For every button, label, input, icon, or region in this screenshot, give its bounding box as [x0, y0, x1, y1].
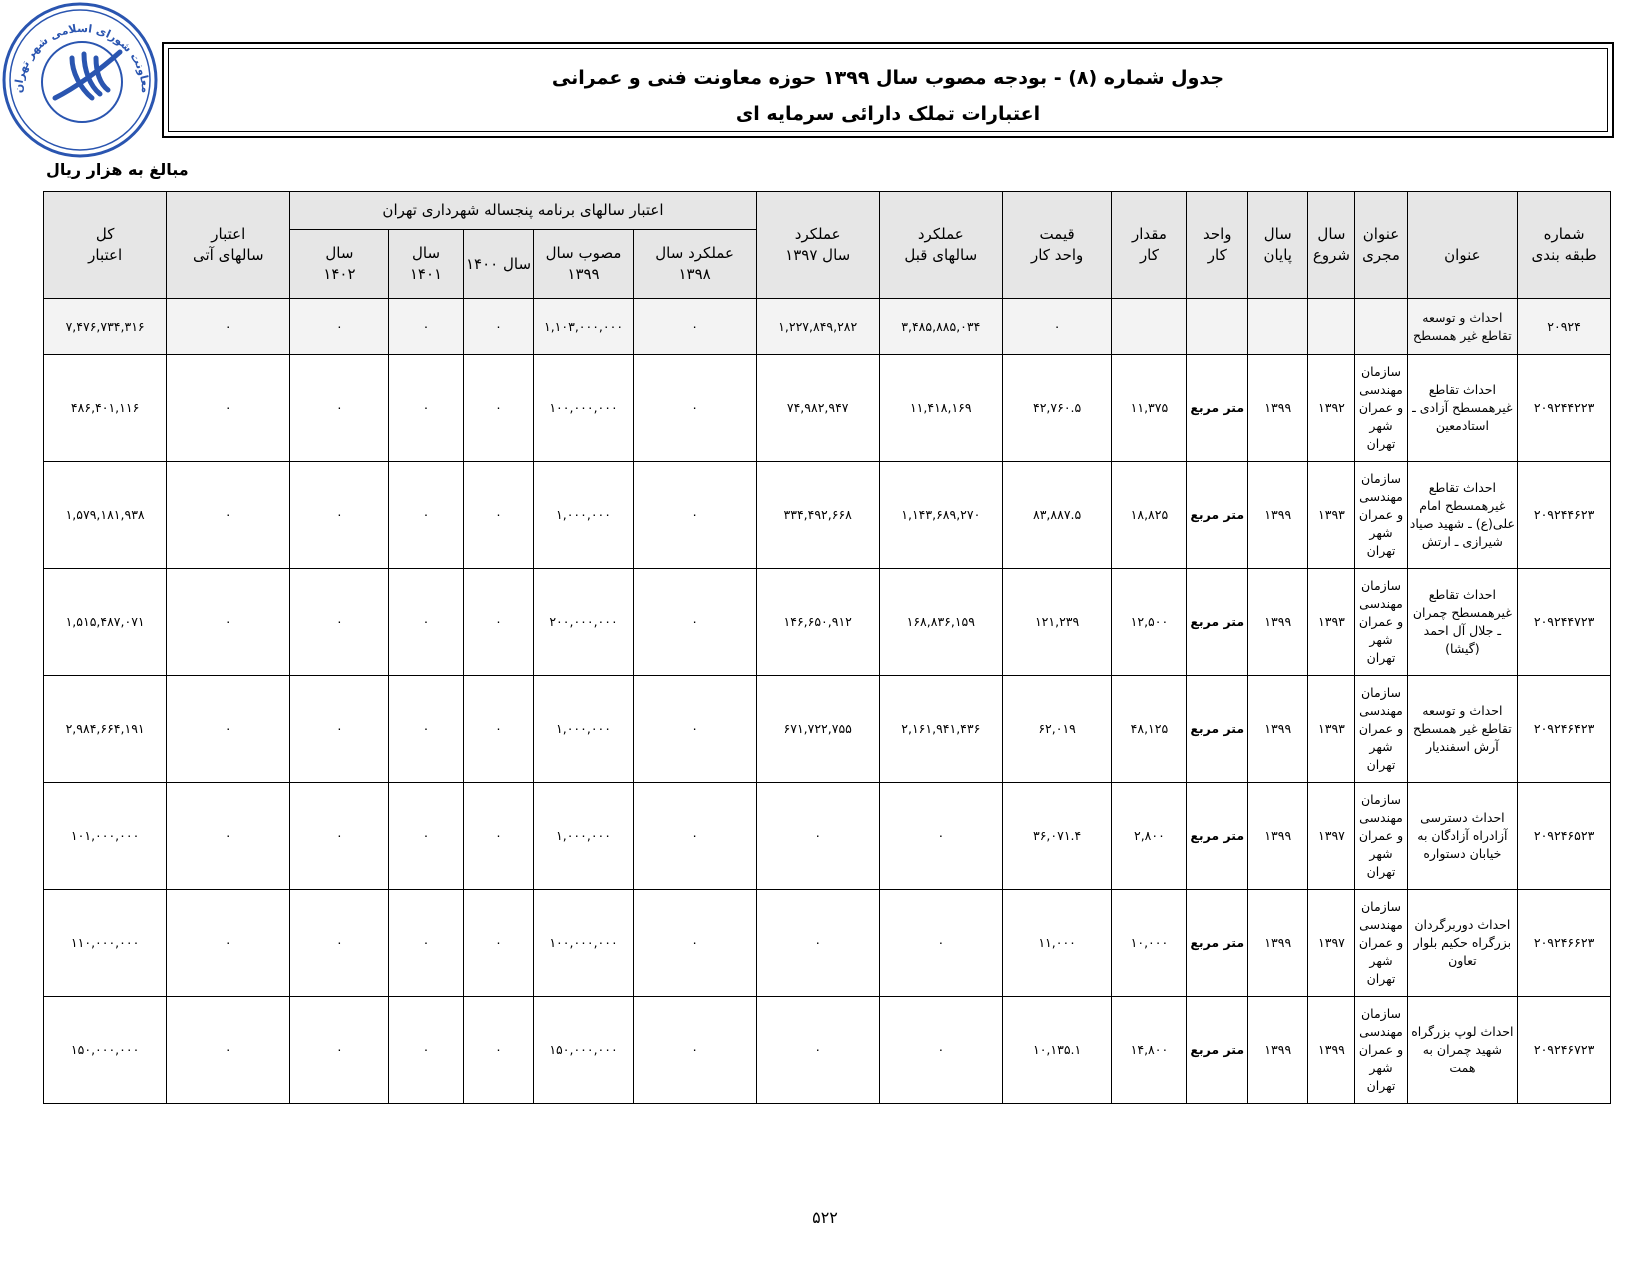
cell-1399: ۱,۰۰۰,۰۰۰ — [534, 783, 633, 890]
cell-end-year: ۱۳۹۹ — [1247, 355, 1308, 462]
cell-1401: ۰ — [389, 569, 463, 676]
cell-quantity: ۱۲,۵۰۰ — [1112, 569, 1187, 676]
cell-1397: ۷۴,۹۸۲,۹۴۷ — [756, 355, 879, 462]
cell-1397: ۱,۲۲۷,۸۴۹,۲۸۲ — [756, 299, 879, 355]
header-quantity: مقدار کار — [1112, 192, 1187, 299]
header-1400: سال ۱۴۰۰ — [463, 230, 534, 299]
cell-unit-price: ۸۳,۸۸۷.۵ — [1002, 462, 1112, 569]
table-row — [44, 997, 1611, 1104]
cell-title: احداث و توسعه تقاطع غیر همسطح آرش اسفندیار — [1407, 676, 1518, 783]
cell-future-years: ۰ — [167, 783, 290, 890]
cell-quantity: ۱۸,۸۲۵ — [1112, 462, 1187, 569]
cell-agency: سازمان مهندسی و عمران شهر تهران — [1355, 676, 1407, 783]
cell-1400: ۰ — [463, 462, 534, 569]
header-total: کل اعتبار — [44, 192, 167, 299]
header-agency: عنوان مجری — [1355, 192, 1407, 299]
cell-1399: ۱,۱۰۳,۰۰۰,۰۰۰ — [534, 299, 633, 355]
cell-1399: ۱۰۰,۰۰۰,۰۰۰ — [534, 890, 633, 997]
seal-emblem-icon — [55, 52, 120, 98]
cell-agency: سازمان مهندسی و عمران شهر تهران — [1355, 569, 1407, 676]
cell-future-years: ۰ — [167, 569, 290, 676]
cell-future-years: ۰ — [167, 890, 290, 997]
page-number: ۵۲۲ — [812, 1208, 838, 1227]
cell-1402: ۰ — [290, 997, 389, 1104]
header-unit-price: قیمت واحد کار — [1002, 192, 1112, 299]
cell-prev-years: ۱,۱۴۳,۶۸۹,۲۷۰ — [879, 462, 1002, 569]
cell-unit-price: ۰ — [1002, 299, 1112, 355]
cell-code: ۲۰۹۲۴۶۵۲۳ — [1518, 783, 1611, 890]
cell-title: احداث دسترسی آزادراه آزادگان به خیابان دستواره — [1407, 783, 1518, 890]
cell-agency: سازمان مهندسی و عمران شهر تهران — [1355, 462, 1407, 569]
cell-end-year: ۱۳۹۹ — [1247, 890, 1308, 997]
cell-prev-years: ۳,۴۸۵,۸۸۵,۰۳۴ — [879, 299, 1002, 355]
cell-total: ۱,۵۷۹,۱۸۱,۹۳۸ — [44, 462, 167, 569]
cell-unit-price: ۱۲۱,۲۳۹ — [1002, 569, 1112, 676]
cell-1402: ۰ — [290, 783, 389, 890]
cell-total: ۱,۵۱۵,۴۸۷,۰۷۱ — [44, 569, 167, 676]
cell-1397: ۰ — [756, 890, 879, 997]
cell-1401: ۰ — [389, 299, 463, 355]
cell-1401: ۰ — [389, 355, 463, 462]
cell-1398: ۰ — [633, 783, 756, 890]
page-title: جدول شماره (۸) - بودجه مصوب سال ۱۳۹۹ حوزه معاونت فنی و عمرانی — [551, 67, 1225, 89]
cell-code: ۲۰۹۲۴۴۲۲۳ — [1518, 355, 1611, 462]
cell-1398: ۰ — [633, 890, 756, 997]
cell-1398: ۰ — [633, 299, 756, 355]
cell-future-years: ۰ — [167, 462, 290, 569]
header-start-year: سال شروع — [1308, 192, 1355, 299]
header-1401: سال ۱۴۰۱ — [389, 230, 463, 299]
cell-end-year: ۱۳۹۹ — [1247, 997, 1308, 1104]
table-row — [44, 890, 1611, 997]
cell-prev-years: ۱۱,۴۱۸,۱۶۹ — [879, 355, 1002, 462]
header-prev-years: عملکرد سالهای قبل — [879, 192, 1002, 299]
cell-unit: متر مربع — [1187, 890, 1248, 997]
cell-agency — [1355, 299, 1407, 355]
cell-1398: ۰ — [633, 462, 756, 569]
table-row — [44, 569, 1611, 676]
title-banner — [162, 42, 1614, 138]
cell-title: احداث لوپ بزرگراه شهید چمران به همت — [1407, 997, 1518, 1104]
cell-1401: ۰ — [389, 997, 463, 1104]
header-1398: عملکرد سال ۱۳۹۸ — [633, 230, 756, 299]
cell-agency: سازمان مهندسی و عمران شهر تهران — [1355, 783, 1407, 890]
cell-1399: ۱۵۰,۰۰۰,۰۰۰ — [534, 997, 633, 1104]
cell-prev-years: ۰ — [879, 890, 1002, 997]
table-row — [44, 676, 1611, 783]
cell-1400: ۰ — [463, 676, 534, 783]
cell-title: احداث تقاطع غیرهمسطح آزادی ـ استادمعین — [1407, 355, 1518, 462]
header-1402: سال ۱۴۰۲ — [290, 230, 389, 299]
cell-1400: ۰ — [463, 783, 534, 890]
table-row — [44, 355, 1611, 462]
table-row — [44, 462, 1611, 569]
cell-1399: ۲۰۰,۰۰۰,۰۰۰ — [534, 569, 633, 676]
cell-1400: ۰ — [463, 569, 534, 676]
page-subtitle: اعتبارات تملک دارائی سرمایه ای — [735, 103, 1041, 125]
cell-1399: ۱۰۰,۰۰۰,۰۰۰ — [534, 355, 633, 462]
header-future-years: اعتبار سالهای آتی — [167, 192, 290, 299]
cell-future-years: ۰ — [167, 299, 290, 355]
cell-total: ۷,۴۷۶,۷۳۴,۳۱۶ — [44, 299, 167, 355]
cell-end-year: ۱۳۹۹ — [1247, 676, 1308, 783]
cell-1401: ۰ — [389, 676, 463, 783]
header-unit: واحد کار — [1187, 192, 1248, 299]
cell-total: ۱۱۰,۰۰۰,۰۰۰ — [44, 890, 167, 997]
cell-agency: سازمان مهندسی و عمران شهر تهران — [1355, 355, 1407, 462]
cell-unit-price: ۳۶,۰۷۱.۴ — [1002, 783, 1112, 890]
cell-end-year: ۱۳۹۹ — [1247, 462, 1308, 569]
cell-quantity: ۱۰,۰۰۰ — [1112, 890, 1187, 997]
cell-unit-price: ۴۲,۷۶۰.۵ — [1002, 355, 1112, 462]
cell-unit — [1187, 299, 1248, 355]
cell-title: احداث و توسعه تقاطع غیر همسطح — [1407, 299, 1518, 355]
svg-text:معاونت شورای اسلامی شهر تهران: معاونت شورای اسلامی شهر تهران — [11, 21, 153, 94]
cell-start-year: ۱۳۹۲ — [1308, 355, 1355, 462]
cell-future-years: ۰ — [167, 355, 290, 462]
table-row — [44, 299, 1611, 355]
cell-unit: متر مربع — [1187, 462, 1248, 569]
budget-table — [43, 191, 1611, 1104]
cell-1398: ۰ — [633, 355, 756, 462]
cell-unit-price: ۶۲,۰۱۹ — [1002, 676, 1112, 783]
cell-unit: متر مربع — [1187, 676, 1248, 783]
cell-start-year: ۱۳۹۳ — [1308, 569, 1355, 676]
cell-1398: ۰ — [633, 569, 756, 676]
cell-code: ۲۰۹۲۴ — [1518, 299, 1611, 355]
cell-1399: ۱,۰۰۰,۰۰۰ — [534, 462, 633, 569]
municipal-council-seal — [0, 0, 160, 160]
cell-quantity: ۲,۸۰۰ — [1112, 783, 1187, 890]
cell-1398: ۰ — [633, 997, 756, 1104]
cell-future-years: ۰ — [167, 997, 290, 1104]
cell-start-year: ۱۳۹۹ — [1308, 997, 1355, 1104]
header-code: شماره طبقه بندی — [1518, 192, 1611, 299]
cell-end-year: ۱۳۹۹ — [1247, 569, 1308, 676]
cell-end-year — [1247, 299, 1308, 355]
cell-prev-years: ۱۶۸,۸۳۶,۱۵۹ — [879, 569, 1002, 676]
cell-unit: متر مربع — [1187, 783, 1248, 890]
cell-1400: ۰ — [463, 355, 534, 462]
cell-title: احداث تقاطع غیرهمسطح چمران ـ جلال آل احمد (گیشا) — [1407, 569, 1518, 676]
cell-1399: ۱,۰۰۰,۰۰۰ — [534, 676, 633, 783]
cell-quantity: ۱۱,۳۷۵ — [1112, 355, 1187, 462]
cell-1400: ۰ — [463, 299, 534, 355]
cell-start-year: ۱۳۹۳ — [1308, 462, 1355, 569]
cell-unit-price: ۱۱,۰۰۰ — [1002, 890, 1112, 997]
header-title: عنوان — [1407, 192, 1518, 299]
cell-1402: ۰ — [290, 462, 389, 569]
cell-quantity — [1112, 299, 1187, 355]
cell-1397: ۰ — [756, 783, 879, 890]
cell-title: احداث تقاطع غیرهمسطح امام علی(ع) ـ شهید صیاد شیرازی ـ ارتش — [1407, 462, 1518, 569]
cell-1397: ۱۴۶,۶۵۰,۹۱۲ — [756, 569, 879, 676]
cell-start-year: ۱۳۹۳ — [1308, 676, 1355, 783]
cell-total: ۴۸۶,۴۰۱,۱۱۶ — [44, 355, 167, 462]
cell-quantity: ۴۸,۱۲۵ — [1112, 676, 1187, 783]
cell-future-years: ۰ — [167, 676, 290, 783]
cell-1402: ۰ — [290, 569, 389, 676]
cell-total: ۲,۹۸۴,۶۶۴,۱۹۱ — [44, 676, 167, 783]
cell-start-year: ۱۳۹۷ — [1308, 890, 1355, 997]
cell-1402: ۰ — [290, 355, 389, 462]
cell-1402: ۰ — [290, 890, 389, 997]
cell-code: ۲۰۹۲۴۶۴۲۳ — [1518, 676, 1611, 783]
cell-1397: ۳۳۴,۴۹۲,۶۶۸ — [756, 462, 879, 569]
cell-start-year: ۱۳۹۷ — [1308, 783, 1355, 890]
cell-end-year: ۱۳۹۹ — [1247, 783, 1308, 890]
cell-code: ۲۰۹۲۴۴۶۲۳ — [1518, 462, 1611, 569]
cell-unit: متر مربع — [1187, 569, 1248, 676]
cell-1397: ۶۷۱,۷۲۲,۷۵۵ — [756, 676, 879, 783]
cell-1397: ۰ — [756, 997, 879, 1104]
cell-agency: سازمان مهندسی و عمران شهر تهران — [1355, 890, 1407, 997]
cell-1400: ۰ — [463, 997, 534, 1104]
cell-prev-years: ۰ — [879, 783, 1002, 890]
header-end-year: سال پایان — [1247, 192, 1308, 299]
table-row — [44, 783, 1611, 890]
cell-start-year — [1308, 299, 1355, 355]
cell-unit: متر مربع — [1187, 997, 1248, 1104]
header-1399: مصوب سال ۱۳۹۹ — [534, 230, 633, 299]
cell-1401: ۰ — [389, 462, 463, 569]
cell-1398: ۰ — [633, 676, 756, 783]
cell-unit-price: ۱۰,۱۳۵.۱ — [1002, 997, 1112, 1104]
cell-code: ۲۰۹۲۴۶۷۲۳ — [1518, 997, 1611, 1104]
cell-agency: سازمان مهندسی و عمران شهر تهران — [1355, 997, 1407, 1104]
header-plan-group: اعتبار سالهای برنامه پنجساله شهرداری تهران — [290, 192, 756, 230]
units-note: مبالغ به هزار ریال — [46, 160, 189, 179]
cell-title: احداث دوربرگردان بزرگراه حکیم بلوار تعاون — [1407, 890, 1518, 997]
cell-code: ۲۰۹۲۴۶۶۲۳ — [1518, 890, 1611, 997]
cell-1402: ۰ — [290, 299, 389, 355]
cell-1401: ۰ — [389, 890, 463, 997]
cell-1402: ۰ — [290, 676, 389, 783]
cell-total: ۱۰۱,۰۰۰,۰۰۰ — [44, 783, 167, 890]
cell-prev-years: ۰ — [879, 997, 1002, 1104]
cell-total: ۱۵۰,۰۰۰,۰۰۰ — [44, 997, 167, 1104]
cell-1401: ۰ — [389, 783, 463, 890]
cell-prev-years: ۲,۱۶۱,۹۴۱,۴۳۶ — [879, 676, 1002, 783]
header-1397: عملکرد سال ۱۳۹۷ — [756, 192, 879, 299]
cell-unit: متر مربع — [1187, 355, 1248, 462]
cell-quantity: ۱۴,۸۰۰ — [1112, 997, 1187, 1104]
cell-1400: ۰ — [463, 890, 534, 997]
cell-code: ۲۰۹۲۴۴۷۲۳ — [1518, 569, 1611, 676]
